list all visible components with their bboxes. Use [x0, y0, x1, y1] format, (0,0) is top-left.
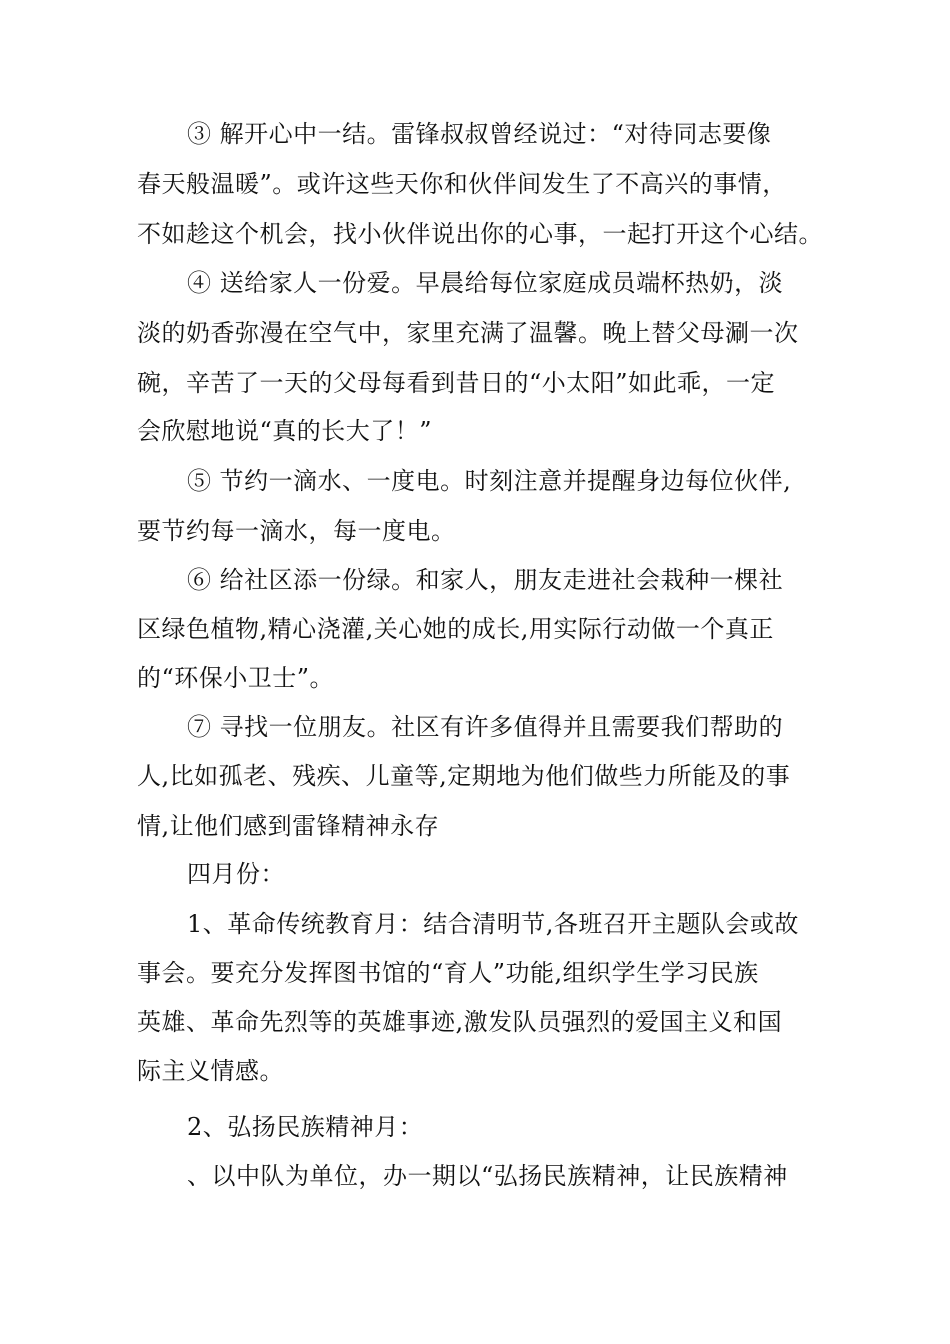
item-3-line-3: 不如趁这个机会，找小伙伴说出你的心事，一起打开这个心结。: [137, 220, 823, 248]
item-3-line-2: 春天般温暖”。或许这些天你和伙伴间发生了不高兴的事情，: [137, 170, 787, 198]
item-4-line-4: 会欣慰地说“真的长大了！”: [137, 417, 433, 445]
item-4-line-2: 淡的奶香弥漫在空气中，家里充满了温馨。晚上替父母涮一次: [137, 319, 799, 347]
april-2-body-line-1: 、以中队为单位，办一期以“弘扬民族精神，让民族精神: [187, 1162, 788, 1190]
item-4-line-1: ④ 送给家人一份爱。早晨给每位家庭成员端杯热奶，淡: [187, 269, 784, 297]
april-2-heading: 2、弘扬民族精神月：: [187, 1113, 424, 1141]
item-6-line-1: ⑥ 给社区添一份绿。和家人，朋友走进社会栽种一棵社: [187, 566, 784, 594]
april-1-line-2: 事会。要充分发挥图书馆的“育人”功能,组织学生学习民族: [137, 959, 759, 987]
item-7-line-3: 情,让他们感到雷锋精神永存: [137, 812, 440, 840]
item-4-line-3: 碗，辛苦了一天的父母每看到昔日的“小太阳”如此乖，一定: [137, 369, 776, 397]
item-7-line-1: ⑦ 寻找一位朋友。社区有许多值得并且需要我们帮助的: [187, 713, 784, 741]
item-6-line-2: 区绿色植物,精心浇灌,关心她的成长,用实际行动做一个真正: [137, 615, 774, 643]
item-5-line-1: ⑤ 节约一滴水、一度电。时刻注意并提醒身边每位伙伴,: [187, 467, 792, 495]
april-1-line-3: 英雄、革命先烈等的英雄事迹,激发队员强烈的爱国主义和国: [137, 1008, 783, 1036]
april-1-line-1: 1、革命传统教育月：结合清明节,各班召开主题队会或故: [187, 910, 799, 938]
item-6-line-3: 的“环保小卫士”。: [137, 664, 335, 692]
april-heading: 四月份：: [187, 860, 285, 888]
item-7-line-2: 人,比如孤老、残疾、儿童等,定期地为他们做些力所能及的事: [137, 762, 791, 790]
april-1-line-4: 际主义情感。: [137, 1057, 284, 1085]
item-5-line-2: 要节约每一滴水，每一度电。: [137, 517, 456, 545]
item-3-line-1: ③ 解开心中一结。雷锋叔叔曾经说过：“对待同志要像: [187, 120, 772, 148]
